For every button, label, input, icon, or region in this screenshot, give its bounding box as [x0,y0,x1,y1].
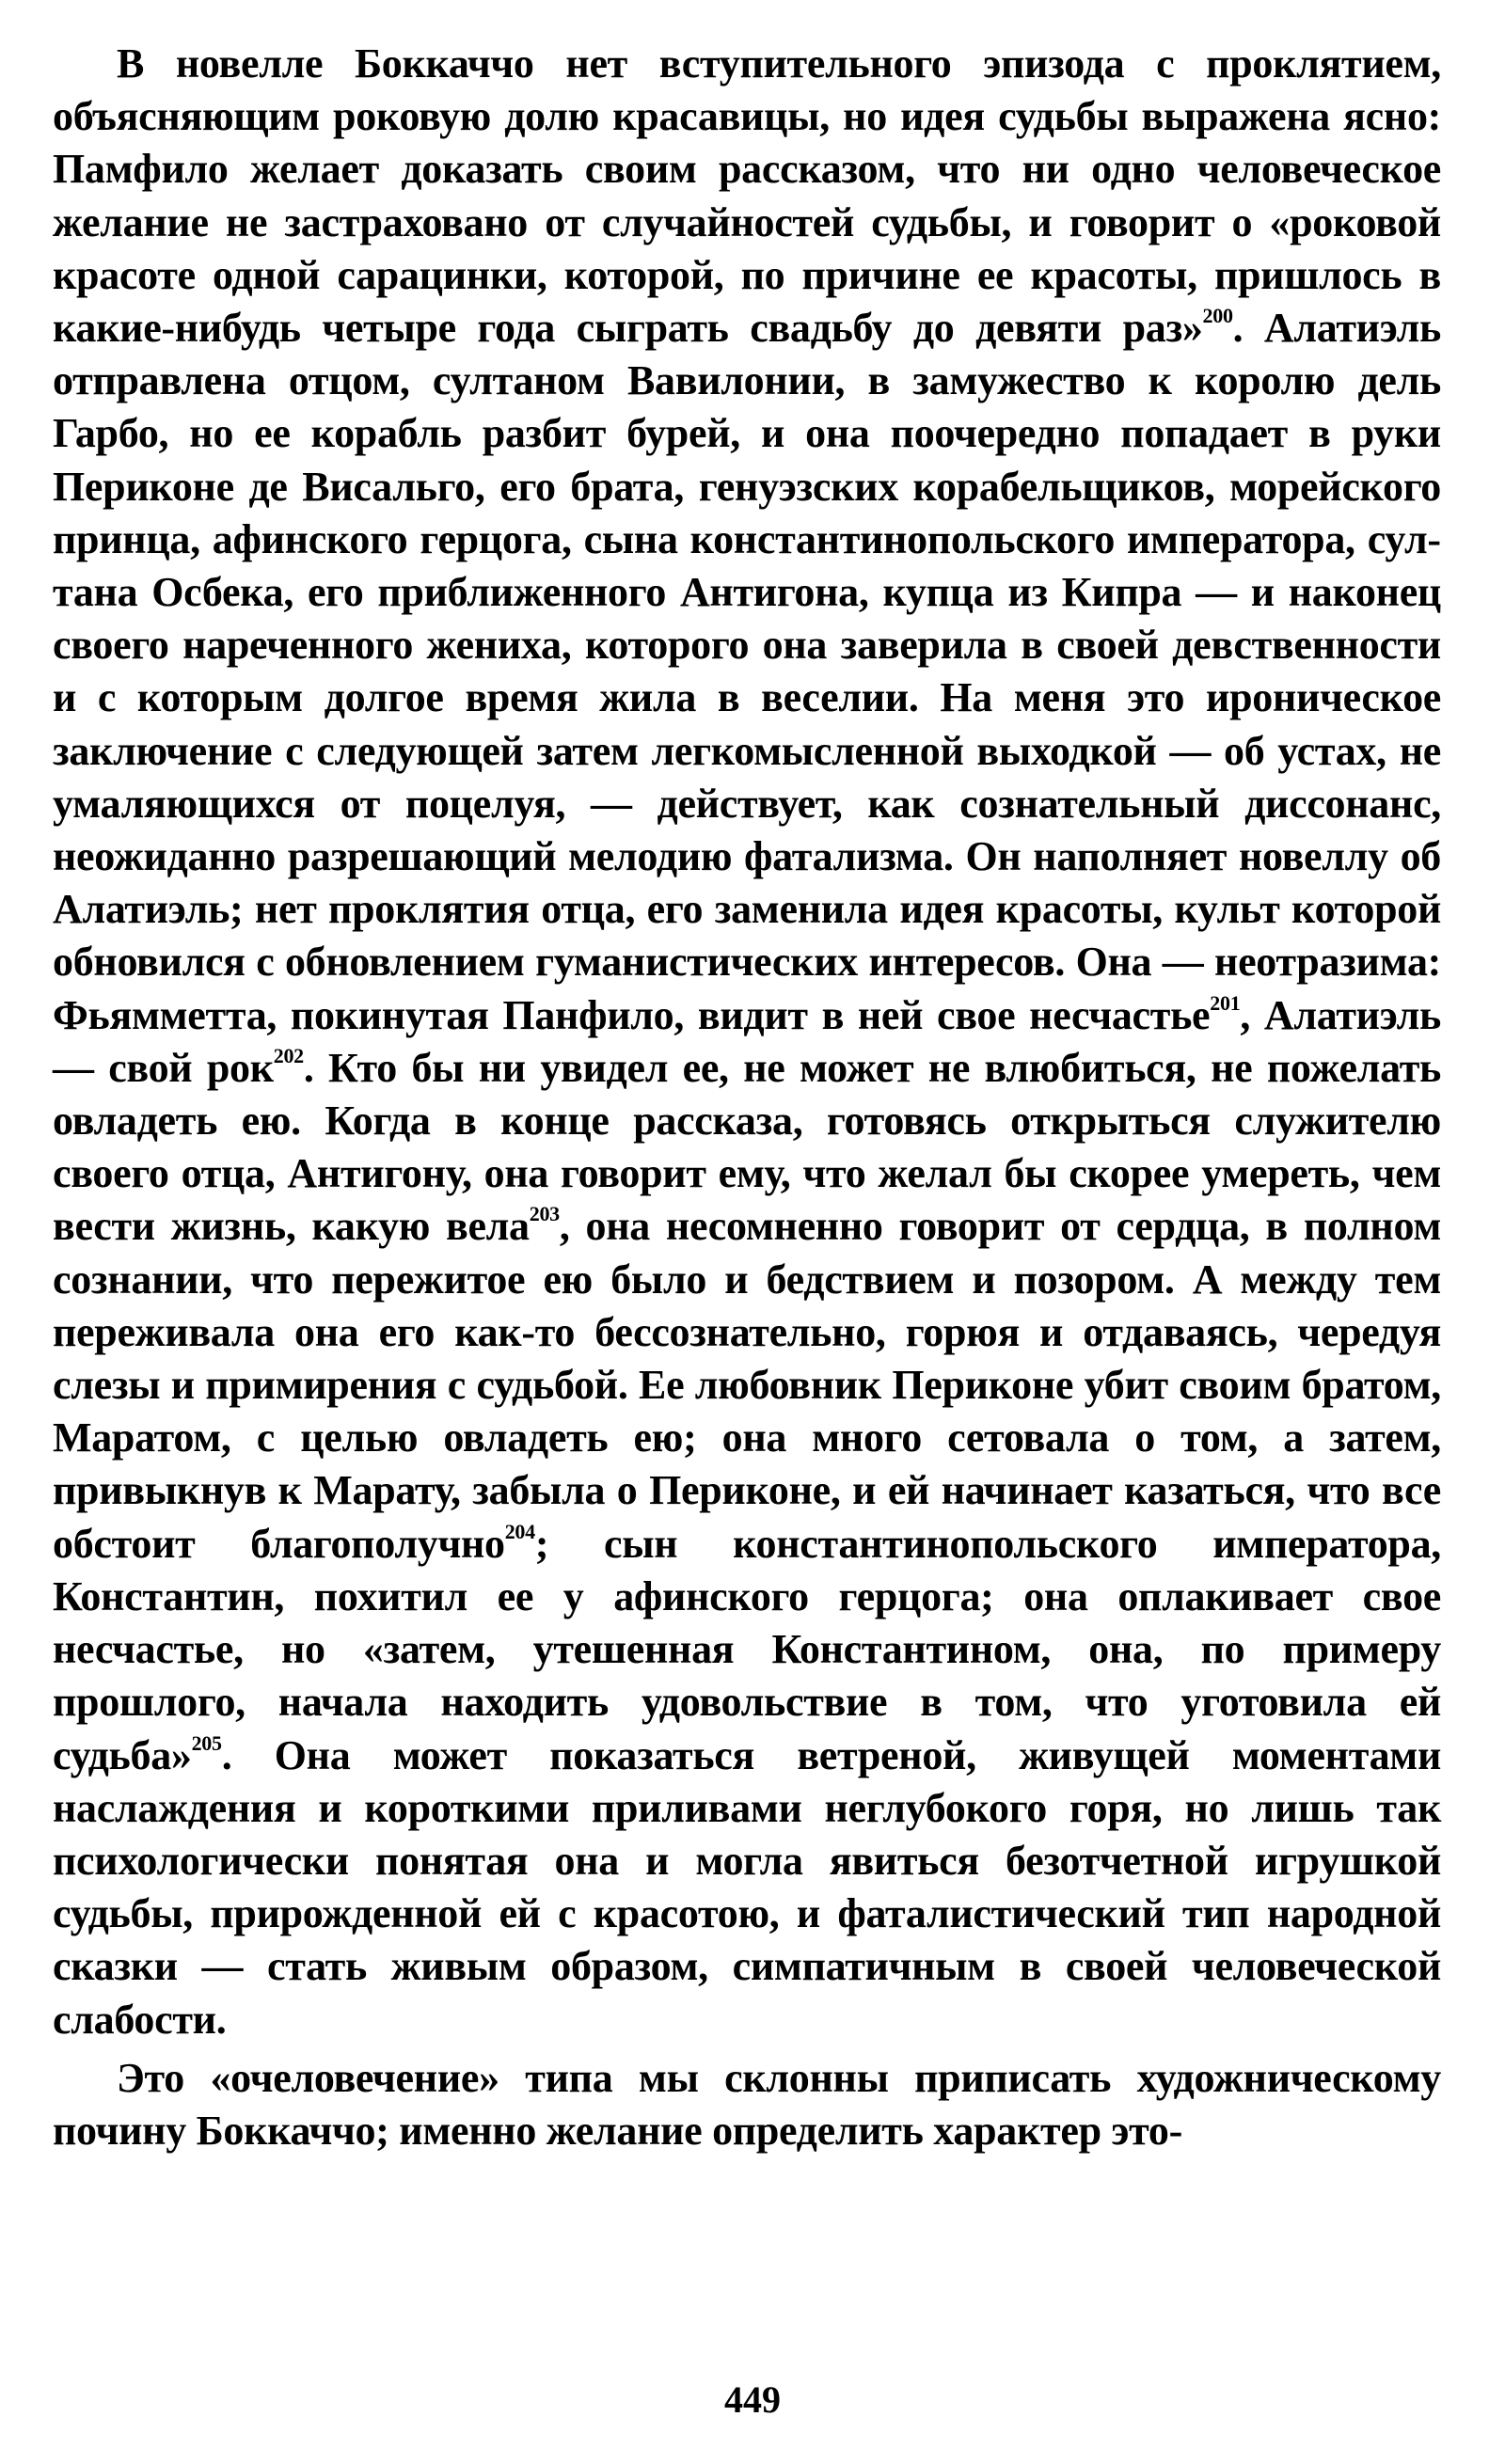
main-text [53,38,1441,2157]
page-number: 449 [724,2378,781,2421]
footnote-ref-203: 203 [529,1202,560,1226]
footnote-ref-200: 200 [1202,304,1233,328]
footnote-ref-204: 204 [504,1519,535,1543]
paragraph-2: Это «очеловечение» типа мы склонны приписать художническому почину Боккаччо; именно желание определить характер это- [53,2054,1441,2154]
footnote-ref-202: 202 [273,1043,304,1067]
footnote-ref-205: 205 [191,1730,222,1755]
paragraph-1-text-4: . Кто бы ни увидел ее, не может не влюбиться, не пожелать овладеть ею. Когда в конце рассказа, готовясь открыться служителю своего отца, Антигону, она говорит ему, что желал бы скорее умереть, чем вести жизнь, какую вела [53,1044,1441,1250]
paragraph-1-text-5: , она несомненно говорит от сердца, в полном сознании, что пережитое ею было и бедствием и позором. А между тем переживала она его как-то бессознательно, горюя и отдаваясь, чередуя слезы и примирения с судьбой. Ее любовник Периконе убит своим братом, Маратом, с целью овладеть ею; она много сетовала о том, а затем, привыкнув к Марату, забыла о Периконе, и ей начинает казаться, что все обстоит благополучно [53,1203,1441,1567]
paragraph-1-text-2: . Алатиэль отправлена отцом, султаном Вавилонии, в замужество к королю дель Гарбо, но ее корабль разбит бурей, и она поочередно попадает в руки Периконе де Висальго, его брата, генуэзских корабельщиков, морейского принца, афинского герцога, сына константинопольского императора, султана Осбека, его приближенного Антигона, купца из Кипра — и наконец своего нареченного жениха, которого она заверила в своей девственности и с которым долгое время жила в веселии. На меня это ироническое заключение с следующей затем легкомысленной выходкой — об устах, не умаляющихся от поцелуя, — действует, как сознательный диссонанс, неожиданно разрешающий мелодию фатализма. Он наполняет новеллу об Алатиэль; нет проклятия отца, его заменила идея красоты, культ которой обновился с обновлением гуманистических интересов. Она — неотразима: Фьямметта, покинутая Панфило, видит в ней свое несчастье [53,305,1441,1038]
paragraph-1-text-3: , Алатиэль — свой рок [53,991,1441,1091]
footnote-ref-201: 201 [1210,990,1241,1015]
paragraph-1-text-7: . Она может показаться ветреной, живущей моментами наслаждения и короткими приливами неглубокого горя, но лишь так психологически понятая она и могла явиться безотчетной игрушкой судьбы, прирожденной ей с красотою, и фаталистический тип народной сказки — стать живым образом, симпатичным в своей человеческой слабости. [53,1731,1441,2043]
paragraph-1-text-1: В новелле Боккаччо нет вступительного эпизода с проклятием, объясняющим роковую долю красавицы, но идея судьбы выражена ясно: Памфило желает доказать своим рассказом, что ни одно человеческое желание не застраховано от случайностей судьбы, и говорит о «роковой красоте одной сарацинки, которой, по причине ее красоты, пришлось в какие-нибудь четыре года сыграть свадьбу до девяти раз» [53,40,1441,352]
paragraph-1 [53,38,1441,2046]
paragraph-1-text-6: ; сын константинопольского императора, Константин, похитил ее у афинского герцога; она оплакивает свое несчастье, но «затем, утешенная Константином, она, по примеру прошлого, начала находить удовольствие в том, что уготовила ей судьба» [53,1520,1441,1778]
